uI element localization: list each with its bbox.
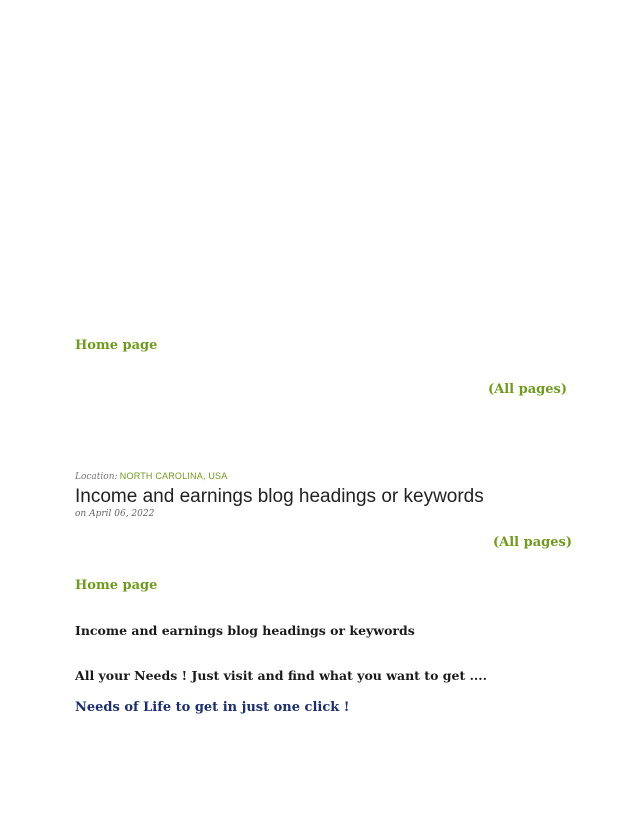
- home-page-link-secondary[interactable]: Home page: [75, 578, 158, 593]
- needs-of-life-link[interactable]: Needs of Life to get in just one click !: [75, 700, 350, 715]
- needs-tagline: All your Needs ! Just visit and find what you want to get ....: [75, 668, 487, 683]
- all-pages-link-secondary[interactable]: (All pages): [493, 535, 572, 550]
- location-label: Location:: [75, 472, 118, 482]
- location-value-link[interactable]: NORTH CAROLINA, USA: [119, 471, 228, 481]
- home-page-link[interactable]: Home page: [75, 338, 158, 353]
- all-pages-link[interactable]: (All pages): [488, 382, 567, 397]
- post-date: on April 06, 2022: [75, 509, 155, 519]
- post-title: Income and earnings blog headings or keywords: [75, 486, 484, 507]
- income-heading: Income and earnings blog headings or keywords: [75, 623, 415, 638]
- post-location: [75, 471, 227, 482]
